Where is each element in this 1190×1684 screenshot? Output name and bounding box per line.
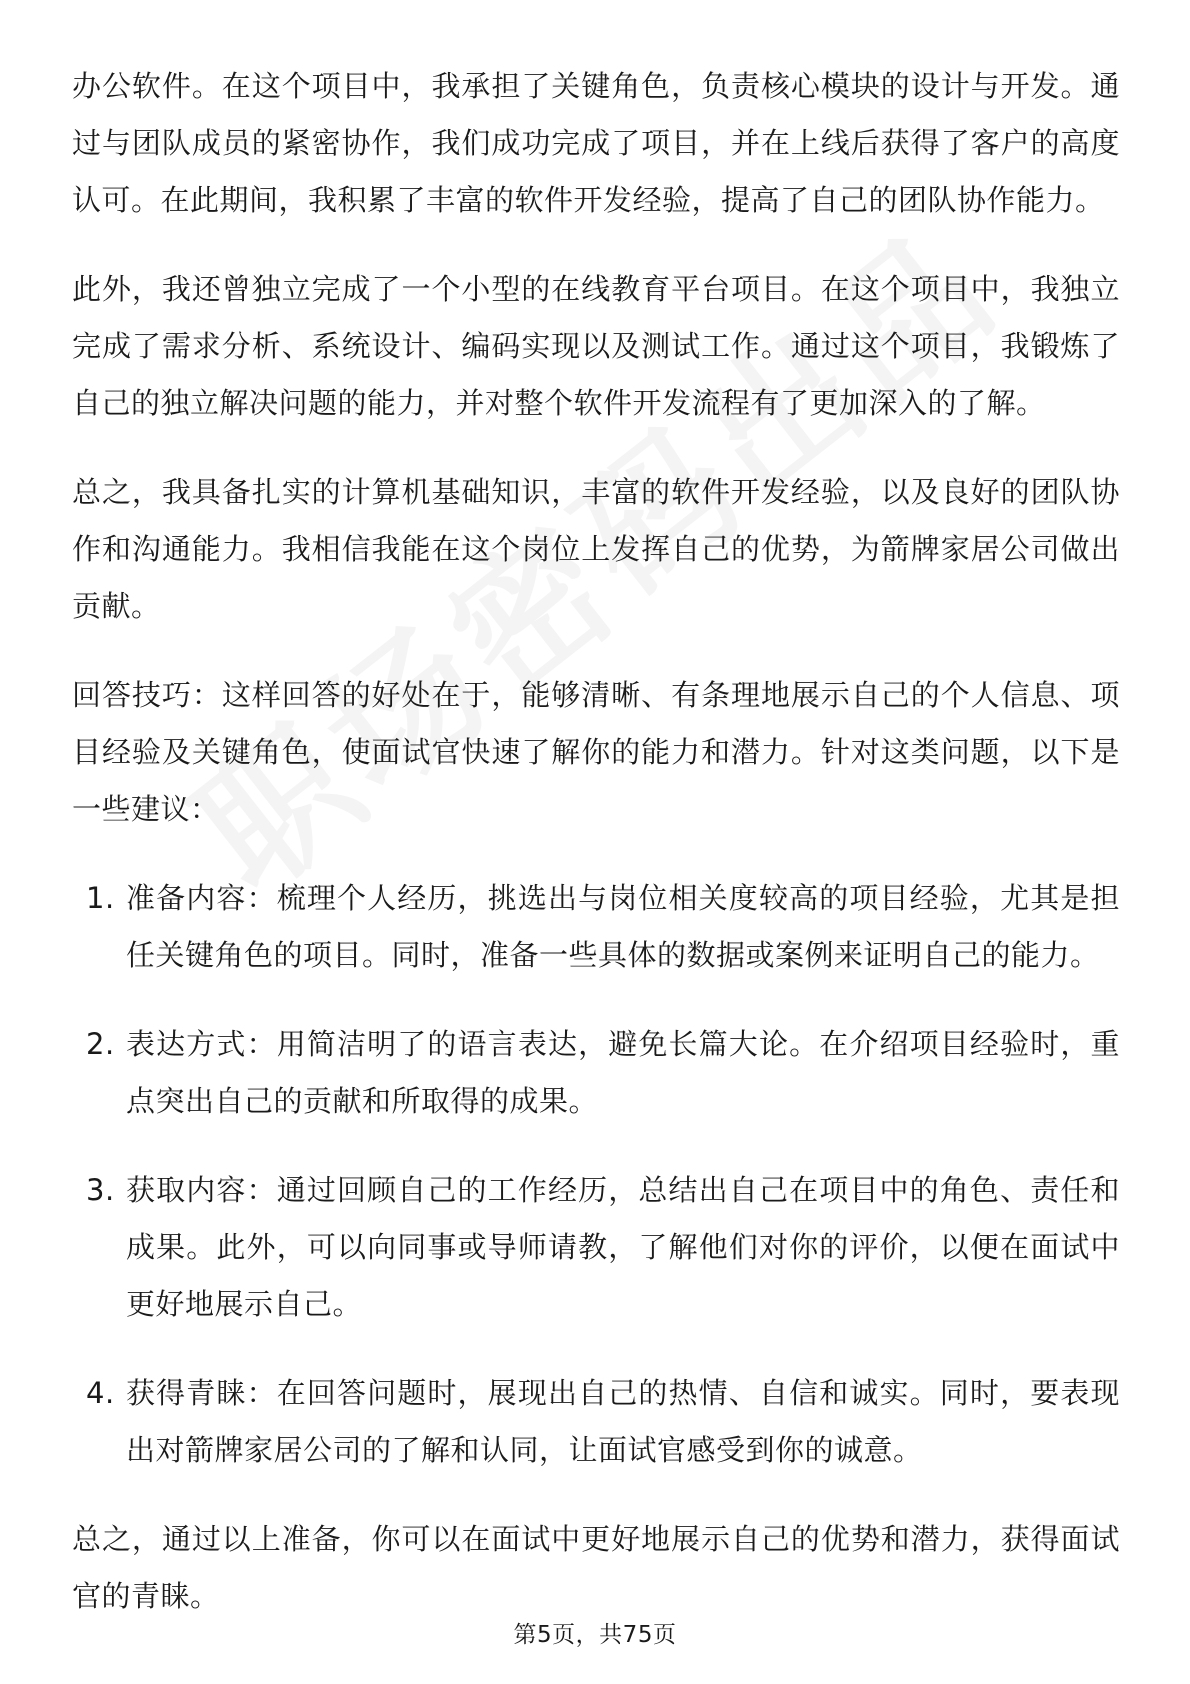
list-number: 2. [86,1027,115,1061]
document-body [72,58,1120,1657]
list-number: 4. [86,1376,115,1410]
tips-list [72,870,1120,1479]
paragraph: 回答技巧：这样回答的好处在于，能够清晰、有条理地展示自己的个人信息、项目经验及关键角色，使面试官快速了解你的能力和潜力。针对这类问题，以下是一些建议： [72,678,1120,826]
closing-paragraph: 总之，通过以上准备，你可以在面试中更好地展示自己的优势和潜力，获得面试官的青睐。 [72,1522,1120,1613]
paragraph: 总之，我具备扎实的计算机基础知识，丰富的软件开发经验，以及良好的团队协作和沟通能力。我相信我能在这个岗位上发挥自己的优势，为箭牌家居公司做出贡献。 [72,475,1120,623]
list-number: 1. [86,881,115,915]
paragraph: 此外，我还曾独立完成了一个小型的在线教育平台项目。在这个项目中，我独立完成了需求分析、系统设计、编码实现以及测试工作。通过这个项目，我锻炼了自己的独立解决问题的能力，并对整个软件开发流程有了更加深入的了解。 [72,272,1120,420]
list-item-text: 获得青睐：在回答问题时，展现出自己的热情、自信和诚实。同时，要表现出对箭牌家居公司的了解和认同，让面试官感受到你的诚意。 [126,1376,1120,1467]
list-item [72,870,1120,984]
page-number: 第5页，共75页 [513,1622,677,1648]
list-item-text: 获取内容：通过回顾自己的工作经历，总结出自己在项目中的角色、责任和成果。此外，可以向同事或导师请教，了解他们对你的评价，以便在面试中更好地展示自己。 [126,1173,1120,1321]
list-item-text: 准备内容：梳理个人经历，挑选出与岗位相关度较高的项目经验，尤其是担任关键角色的项目。同时，准备一些具体的数据或案例来证明自己的能力。 [126,881,1120,972]
list-item [72,1365,1120,1479]
list-number: 3. [86,1173,115,1207]
paragraph: 办公软件。在这个项目中，我承担了关键角色，负责核心模块的设计与开发。通过与团队成员的紧密协作，我们成功完成了项目，并在上线后获得了客户的高度认可。在此期间，我积累了丰富的软件开发经验，提高了自己的团队协作能力。 [72,69,1120,217]
list-item [72,1162,1120,1333]
list-item [72,1016,1120,1130]
list-item-text: 表达方式：用简洁明了的语言表达，避免长篇大论。在介绍项目经验时，重点突出自己的贡献和所取得的成果。 [126,1027,1120,1118]
